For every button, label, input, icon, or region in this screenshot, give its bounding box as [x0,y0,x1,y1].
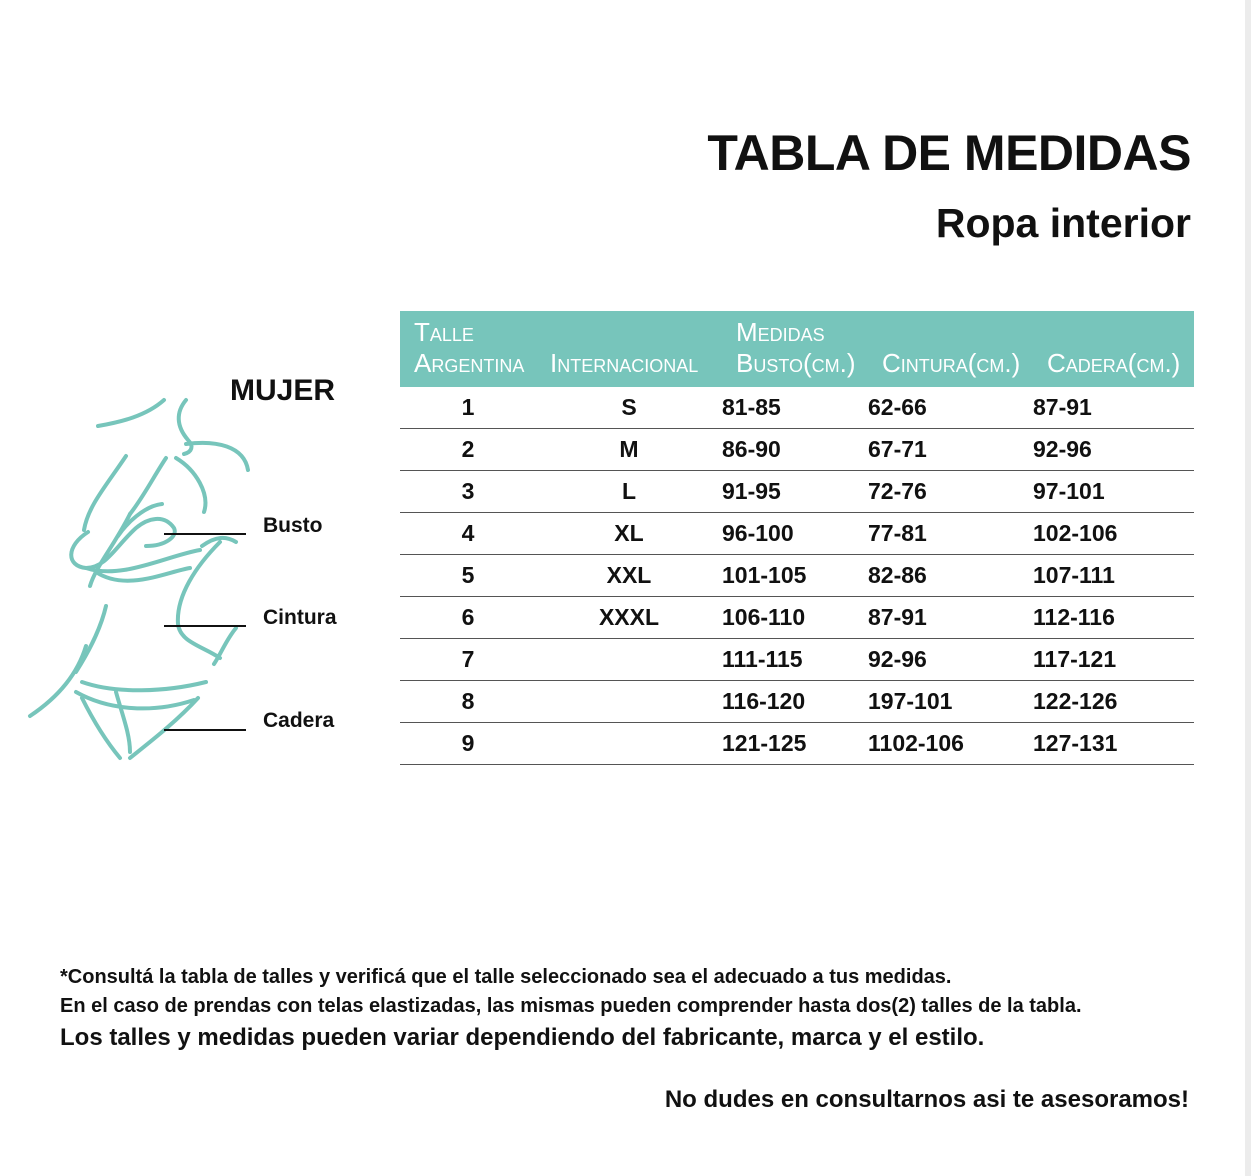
cell-cintura: 1102-106 [868,723,1033,765]
cell-busto: 91-95 [722,471,868,513]
bust-indicator-line [164,533,246,535]
cell-busto: 86-90 [722,429,868,471]
table-row [400,555,1194,597]
cell-cintura: 92-96 [868,639,1033,681]
cell-internacional: XXL [536,555,722,597]
cell-internacional [536,639,722,681]
hip-label: Cadera [263,709,335,732]
page-title: TABLA DE MEDIDAS [707,125,1191,181]
cell-internacional: L [536,471,722,513]
cell-busto: 116-120 [722,681,868,723]
cell-cintura: 197-101 [868,681,1033,723]
cell-talle-argentina: 7 [400,639,536,681]
table-row [400,471,1194,513]
cell-cintura: 87-91 [868,597,1033,639]
table-header-row [400,311,1194,387]
cell-cintura: 77-81 [868,513,1033,555]
cell-busto: 106-110 [722,597,868,639]
page-edge-shade [1245,0,1251,1176]
table-row [400,597,1194,639]
cell-internacional: S [536,387,722,429]
cell-cintura: 62-66 [868,387,1033,429]
footer-message: No dudes en consultarnos asi te asesoramos! [664,1086,1189,1113]
hip-indicator-line [164,729,246,731]
cell-cadera: 122-126 [1033,681,1194,723]
cell-busto: 81-85 [722,387,868,429]
cell-talle-argentina: 3 [400,471,536,513]
cell-talle-argentina: 5 [400,555,536,597]
header-talle-argentina: Talle Argentina [400,311,536,387]
cell-internacional [536,681,722,723]
waist-indicator-line [164,625,246,627]
table-row [400,639,1194,681]
cell-busto: 121-125 [722,723,868,765]
cell-cadera: 92-96 [1033,429,1194,471]
header-busto: Medidas Busto(cm.) [722,311,868,387]
header-internacional: Internacional [536,311,722,387]
cell-cadera: 107-111 [1033,555,1194,597]
cell-busto: 101-105 [722,555,868,597]
note-elastizadas: En el caso de prendas con telas elastizadas, las mismas pueden comprender hasta dos(2) talles de la tabla. [60,995,1082,1017]
cell-talle-argentina: 8 [400,681,536,723]
page-subtitle: Ropa interior [935,200,1191,246]
figure-label: MUJER [230,374,336,407]
cell-cintura: 72-76 [868,471,1033,513]
cell-busto: 96-100 [722,513,868,555]
cell-talle-argentina: 2 [400,429,536,471]
cell-cadera: 97-101 [1033,471,1194,513]
waist-label: Cintura [263,606,337,629]
table-row [400,429,1194,471]
cell-internacional [536,723,722,765]
cell-internacional: M [536,429,722,471]
table-row [400,387,1194,429]
note-variacion: Los talles y medidas pueden variar dependiendo del fabricante, marca y el estilo. [60,1024,985,1051]
bust-label: Busto [263,514,323,537]
note-consulta: *Consultá la tabla de talles y verificá que el talle seleccionado sea el adecuado a tus medidas. [60,966,952,988]
table-row [400,681,1194,723]
cell-cadera: 112-116 [1033,597,1194,639]
cell-talle-argentina: 4 [400,513,536,555]
table-row [400,723,1194,765]
cell-talle-argentina: 6 [400,597,536,639]
cell-cadera: 87-91 [1033,387,1194,429]
cell-cintura: 82-86 [868,555,1033,597]
cell-talle-argentina: 9 [400,723,536,765]
cell-busto: 111-115 [722,639,868,681]
table-row [400,513,1194,555]
cell-cintura: 67-71 [868,429,1033,471]
woman-figure-illustration [26,396,266,766]
cell-cadera: 127-131 [1033,723,1194,765]
header-cadera: Cadera(cm.) [1033,311,1194,387]
cell-internacional: XXXL [536,597,722,639]
header-cintura: Cintura(cm.) [868,311,1033,387]
size-table [400,311,1194,765]
cell-cadera: 102-106 [1033,513,1194,555]
cell-internacional: XL [536,513,722,555]
cell-talle-argentina: 1 [400,387,536,429]
cell-cadera: 117-121 [1033,639,1194,681]
